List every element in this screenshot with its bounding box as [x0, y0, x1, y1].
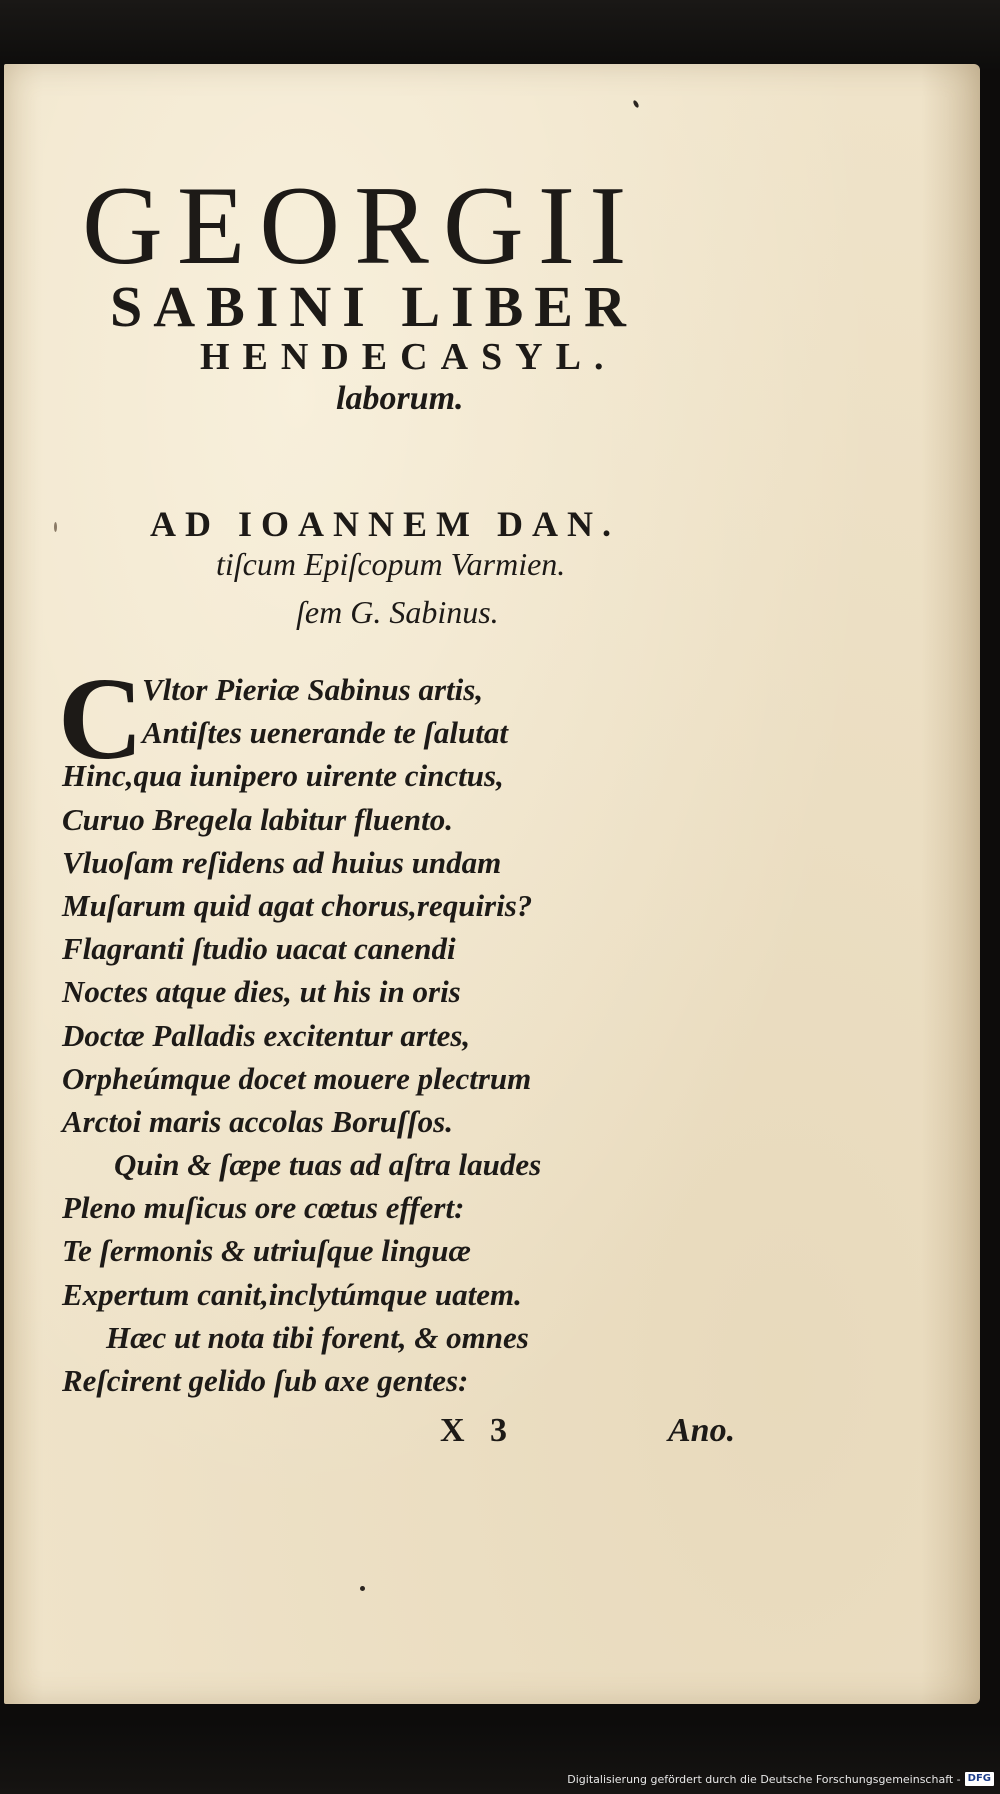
ink-speck: [54, 522, 57, 532]
verse-line: Orpheúmque docet mouere plectrum: [62, 1060, 532, 1096]
title-line-3: HENDECASYL.: [200, 336, 617, 378]
verse-line: Quin & ſæpe tuas ad aſtra laudes: [114, 1147, 542, 1183]
ink-speck: [360, 1586, 365, 1591]
verse-line: Arctoi maris accolas Boruſſos.: [62, 1103, 453, 1139]
digitization-credit: [567, 1770, 994, 1788]
dedication-heading-3: ſem G. Sabinus.: [296, 594, 499, 630]
verse-line: Vluoſam reſidens ad huius undam: [62, 844, 502, 880]
verse-line: Hinc,qua iunipero uirente cinctus,: [62, 758, 504, 794]
verse-line: Curuo Bregela labitur fluento.: [62, 801, 454, 837]
poem-verses: [62, 668, 662, 1402]
verse-line: Doctæ Palladis excitentur artes,: [62, 1017, 471, 1053]
verse-line: Noctes atque dies, ut his in oris: [62, 974, 461, 1010]
title-line-2: SABINI LIBER: [110, 274, 637, 339]
verse-line: Flagranti ſtudio uacat canendi: [62, 931, 456, 967]
verse-line: Muſarum quid agat chorus,requiris?: [62, 887, 533, 923]
verse-line: Hæc ut nota tibi forent, & omnes: [106, 1319, 529, 1355]
title-line-4: laborum.: [336, 380, 464, 417]
credit-text: Digitalisierung gefördert durch die Deutsche Forschungsgemeinschaft -: [567, 1772, 961, 1786]
verse-line: Antiſtes uenerande te ſalutat: [142, 715, 508, 751]
verse-line: Expertum canit,inclytúmque uatem.: [62, 1276, 522, 1312]
verse-line: Te ſermonis & utriuſque linguæ: [62, 1233, 471, 1269]
drop-cap-initial: C: [58, 653, 144, 784]
dfg-logo: DFG: [965, 1772, 994, 1786]
catchword: Ano.: [668, 1412, 736, 1449]
verse-line: Pleno muſicus ore cœtus effert:: [62, 1190, 465, 1226]
signature-mark: X 3: [440, 1412, 508, 1449]
dedication-heading-2: tiſcum Epiſcopum Varmien.: [216, 546, 566, 582]
dedication-heading-1: AD IOANNEM DAN.: [150, 504, 620, 544]
ink-speck: [632, 100, 639, 109]
title-line-1: GEORGII: [82, 164, 641, 288]
verse-line: Reſcirent gelido ſub axe gentes:: [62, 1363, 469, 1398]
verse-line: Vltor Pieriæ Sabinus artis,: [142, 672, 484, 707]
